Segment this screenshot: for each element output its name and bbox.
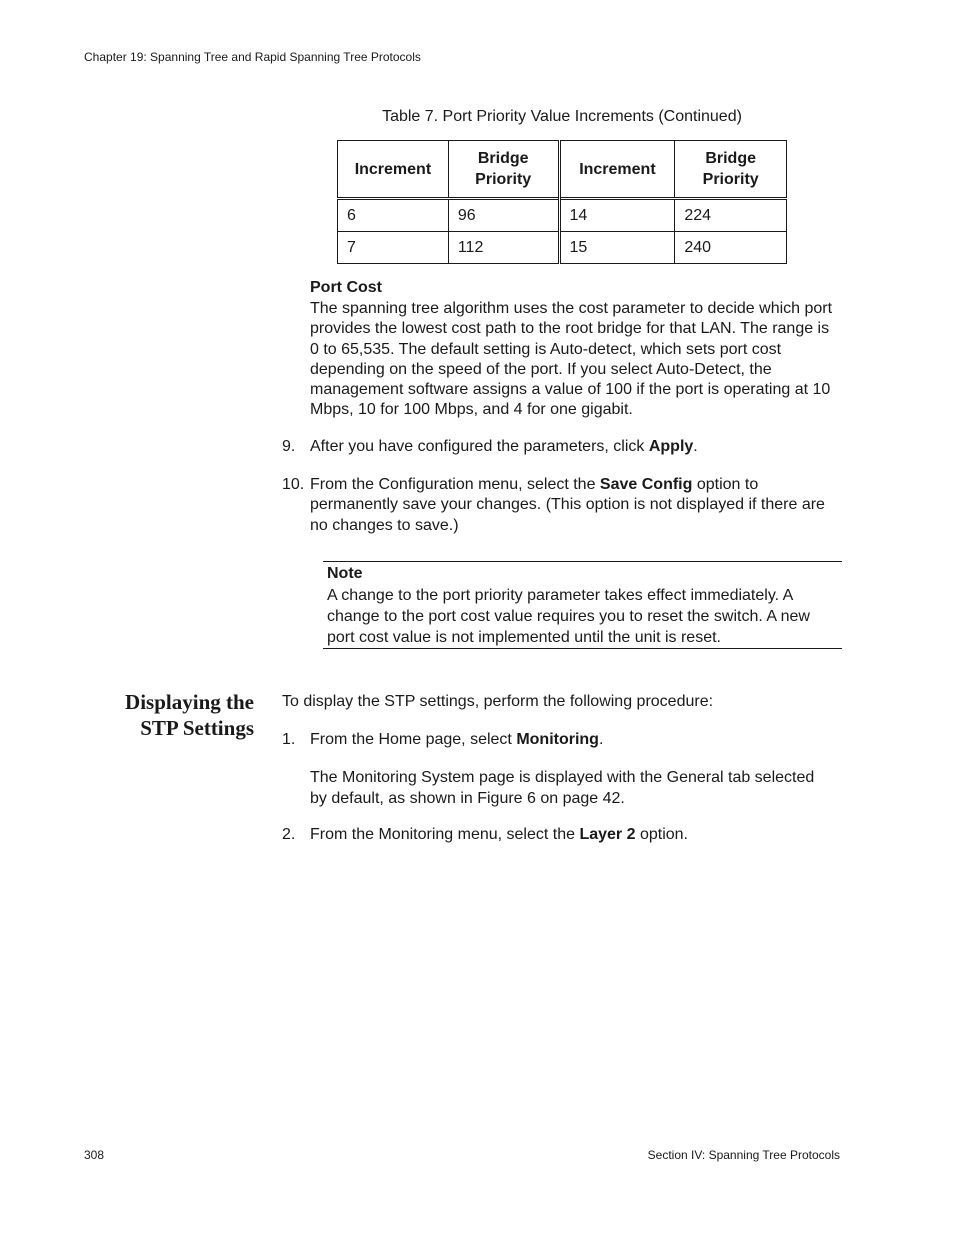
page-header: Chapter 19: Spanning Tree and Rapid Spanning Tree Protocols bbox=[84, 50, 421, 64]
table-row bbox=[338, 199, 787, 232]
layer-2-label: Layer 2 bbox=[579, 826, 636, 843]
step-text: From the Configuration menu, select the Save Config option to permanently save your changes. (This option is not displayed if there are no changes to save.) bbox=[310, 476, 825, 534]
column-header: Increment bbox=[338, 141, 449, 199]
column-header: Bridge Priority bbox=[675, 141, 787, 199]
monitoring-description: The Monitoring System page is displayed with the General tab selected by default, as shown in Figure 6 on page 42. bbox=[310, 769, 815, 807]
footer-section: Section IV: Spanning Tree Protocols bbox=[647, 1148, 840, 1162]
step-number: 10. bbox=[282, 476, 305, 493]
note-box bbox=[323, 561, 842, 649]
table-cell: 14 bbox=[559, 199, 675, 232]
step-number: 1. bbox=[282, 731, 296, 748]
step-text: From the Monitoring menu, select the Layer 2 option. bbox=[310, 826, 688, 843]
section-heading: Displaying the STP Settings bbox=[125, 690, 254, 740]
port-cost-description: The spanning tree algorithm uses the cost parameter to decide which port provides the lowest cost path to the root bridge for that LAN. The range is 0 to 65,535. The default setting is Auto-detect, which sets port cost depending on the speed of the port. If you select Auto-Detect, the management software assigns a value of 100 if the port is operating at 10 Mbps, 10 for 100 Mbps, and 4 for one gigabit. bbox=[310, 300, 833, 419]
note-title: Note bbox=[327, 565, 363, 582]
port-priority-table bbox=[337, 140, 787, 264]
table-cell: 224 bbox=[675, 199, 787, 232]
page-number: 308 bbox=[84, 1148, 105, 1162]
table-cell: 96 bbox=[448, 199, 559, 232]
save-config-label: Save Config bbox=[599, 476, 693, 493]
step-text: From the Home page, select Monitoring. bbox=[310, 731, 604, 748]
port-cost-heading: Port Cost bbox=[310, 279, 382, 296]
step-number: 9. bbox=[282, 438, 296, 455]
step-text: After you have configured the parameters, click Apply. bbox=[310, 438, 698, 455]
table-cell: 7 bbox=[338, 232, 449, 264]
step-number: 2. bbox=[282, 826, 296, 843]
column-header: Bridge Priority bbox=[448, 141, 559, 199]
column-header: Increment bbox=[559, 141, 675, 199]
table-header-row bbox=[338, 141, 787, 199]
table-cell: 6 bbox=[338, 199, 449, 232]
apply-label: Apply bbox=[648, 438, 694, 455]
table-row bbox=[338, 232, 787, 264]
section-intro: To display the STP settings, perform the following procedure: bbox=[282, 693, 714, 710]
table-cell: 240 bbox=[675, 232, 787, 264]
monitoring-label: Monitoring bbox=[516, 731, 599, 748]
table-caption: Table 7. Port Priority Value Increments (Continued) bbox=[382, 108, 742, 125]
note-text: A change to the port priority parameter takes effect immediately. A change to the port cost value requires you to reset the switch. A new port cost value is not implemented until the unit is reset. bbox=[327, 587, 810, 646]
table-cell: 112 bbox=[448, 232, 559, 264]
table-cell: 15 bbox=[559, 232, 675, 264]
